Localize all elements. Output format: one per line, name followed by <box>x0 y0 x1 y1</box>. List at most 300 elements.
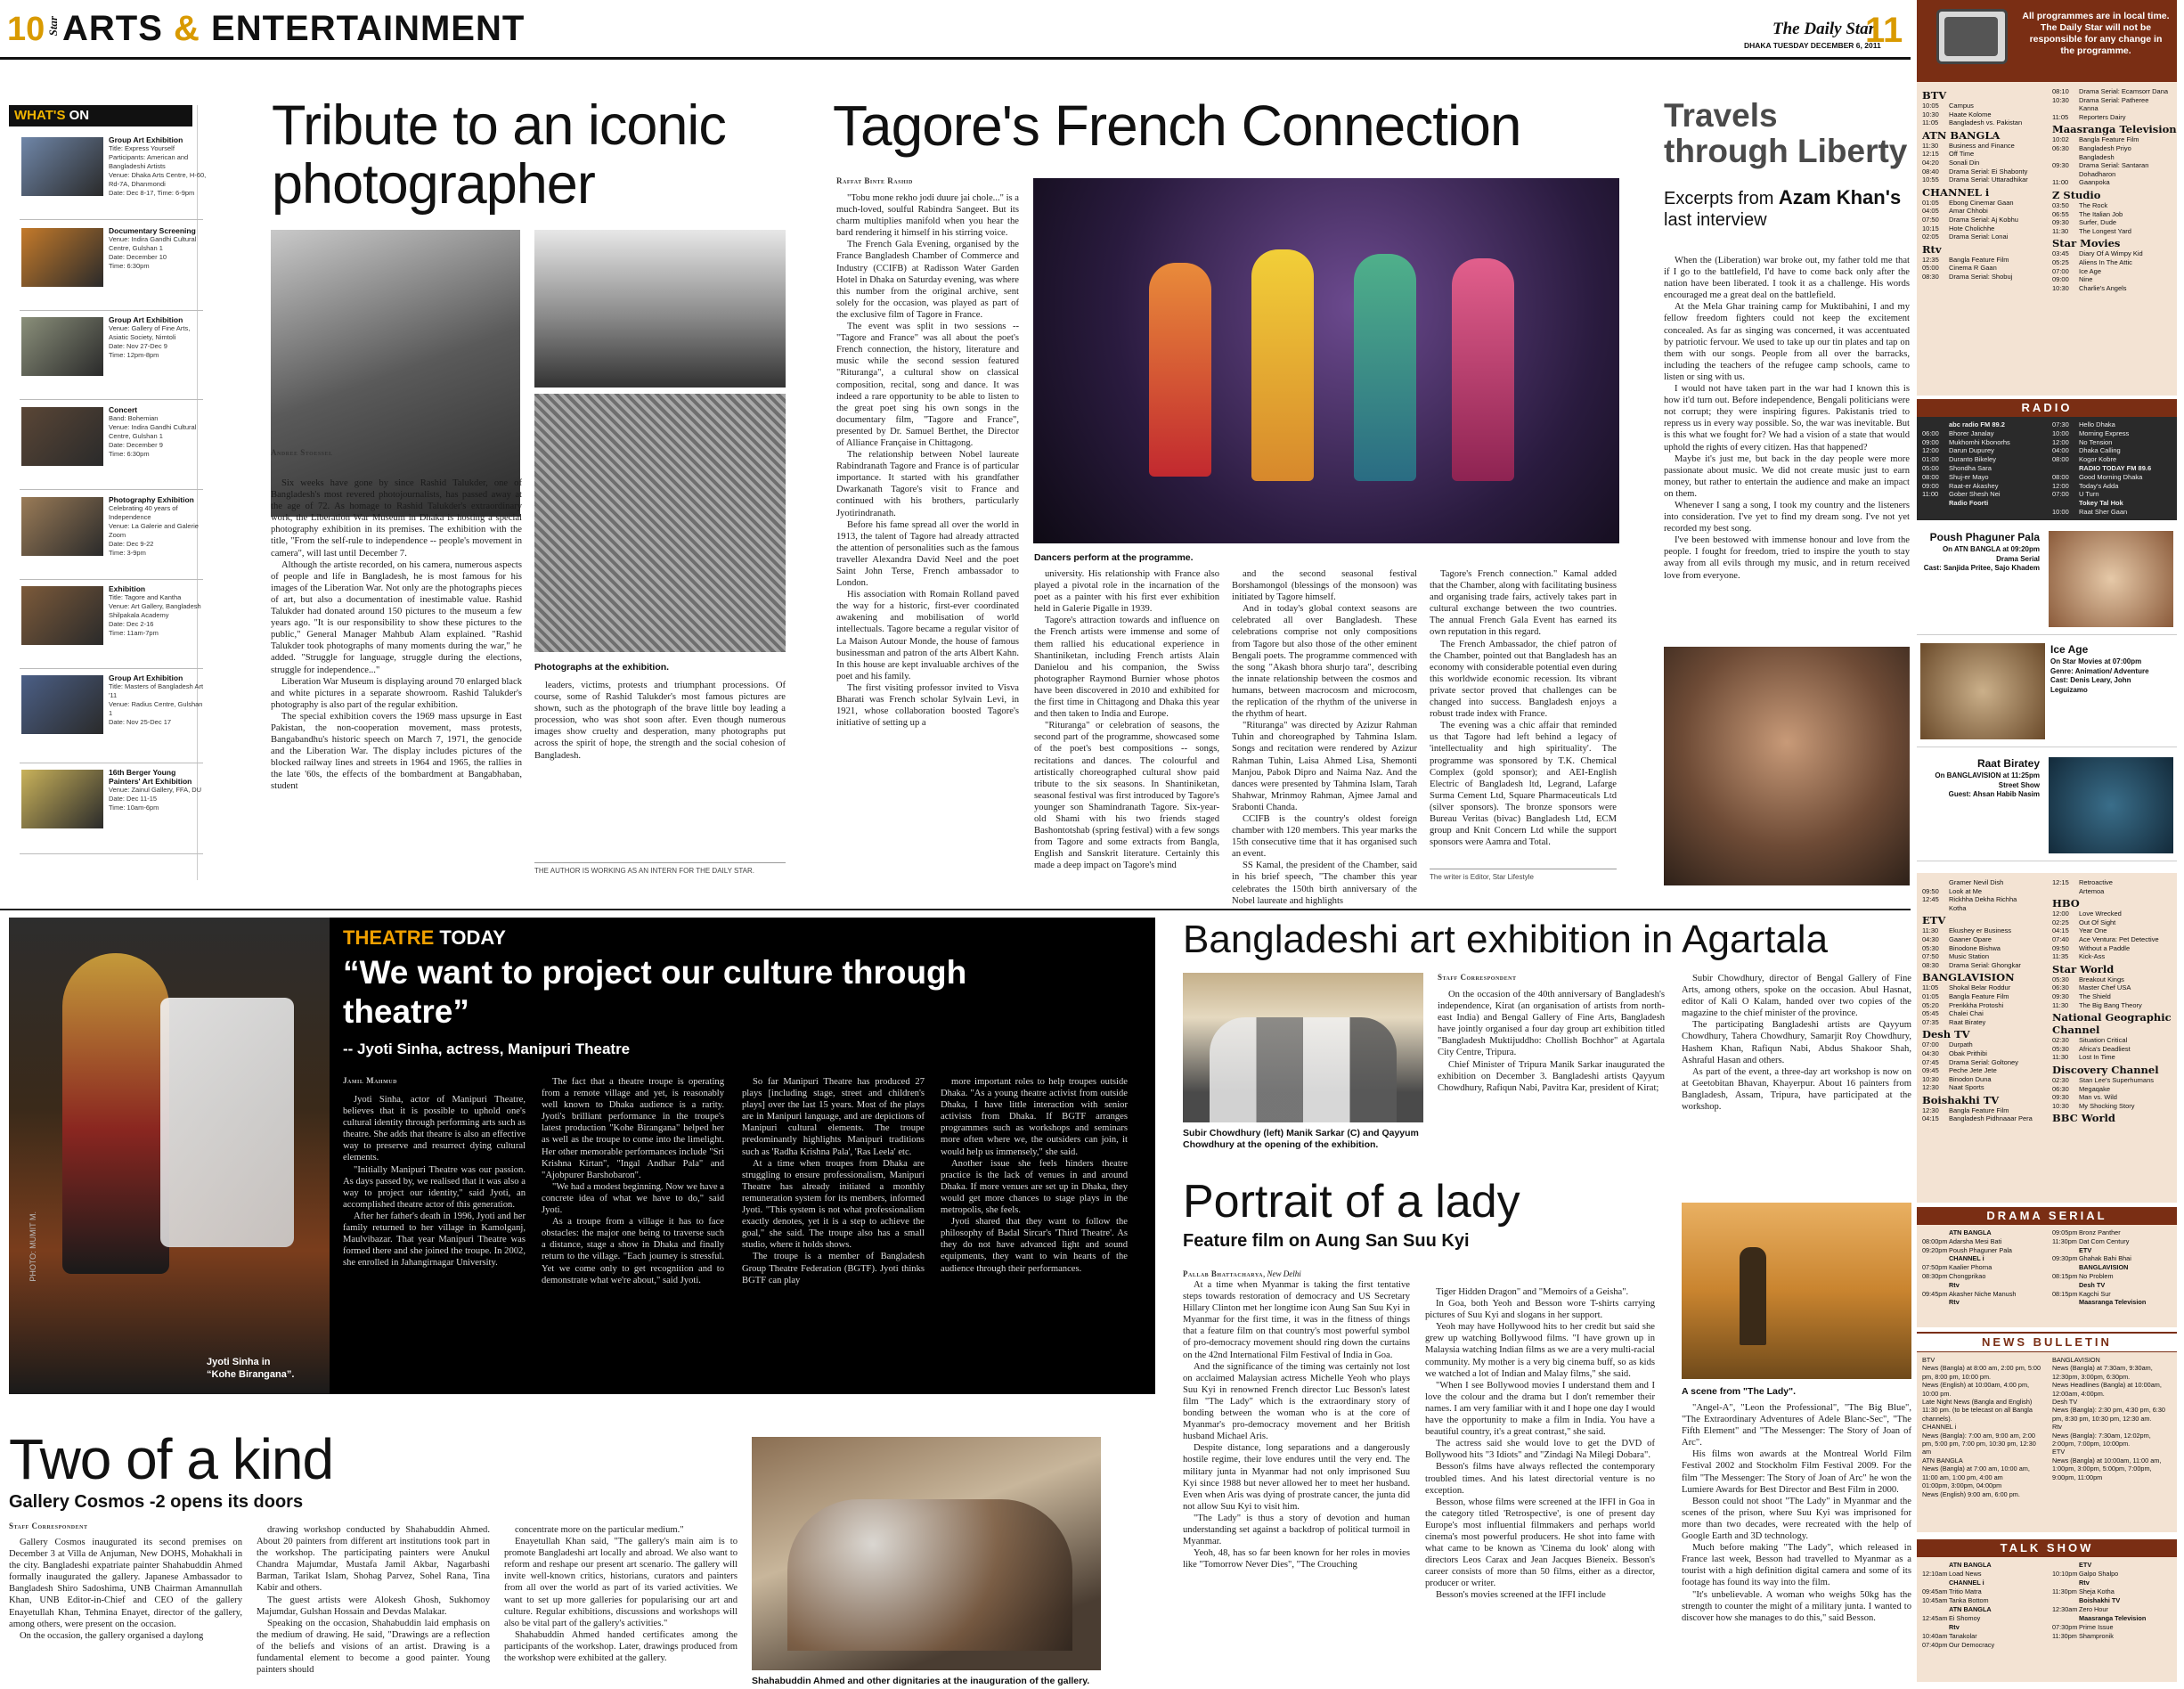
radio-row-label: Tokey Tal Hok <box>2079 499 2123 508</box>
talk-row-time: 10:10pm <box>2052 1570 2078 1578</box>
tv-time: 10:02 <box>2052 135 2069 144</box>
tv-programme: The Italian Job <box>2079 209 2123 218</box>
radio-row <box>1922 482 2049 491</box>
radio-row-time: 01:00 <box>1922 455 1939 464</box>
drama-row <box>2052 1281 2179 1290</box>
tribute-paragraph: Although the artiste recorded, on his camera, numerous aspects of people and life in Bangladesh, he is most famous for his images of the Liberation War. Not only are the photographs pieces of art, but also a documentation of inestimable value. Rashid Talukder had donated around 150 pictures to the museum a few years ago. "It is our responsibility to show these pictures to the public," General Manager Mahbub Alam explained. "Rashid Talukder took photographs of many moments during the war," he added. "Struggle for language, struggle during the elections, struggle for independence..." <box>271 559 522 675</box>
whats-on-item-title: 16th Berger Young Painters' Art Exhibition <box>109 768 192 786</box>
portrait-headline: Portrait of a lady <box>1183 1176 1520 1228</box>
talk-row-label: Tanka Bottom <box>1949 1596 1989 1604</box>
drama-row <box>2052 1263 2179 1272</box>
tv-time: 10:30 <box>1922 1074 1939 1083</box>
radio-row <box>2052 473 2179 482</box>
tv-promo <box>1917 638 2177 747</box>
tv-listing-row <box>2052 918 2179 927</box>
tv-listing-row <box>2052 935 2179 944</box>
theatre-body-col1 <box>343 1094 526 1269</box>
tv-time: 04:15 <box>1922 1114 1939 1123</box>
talk-row-time: 10:45am <box>1922 1596 1948 1604</box>
radio-row-time <box>2052 464 2079 473</box>
tribute-photo-3 <box>534 394 786 652</box>
tribute-paragraph: The special exhibition covers the 1969 mass upsurge in East Pakistan, the non-cooperation movement, mass protests, Bangabandhu's historic speech on March 7, 1971, the genocide and the Liberation War. The display includes pictures of the blocked railway lines and streets in 1964 and 1965, the rallies in the late '60s, the effects of the bombardment at Bangabhaban, student <box>271 711 522 792</box>
whats-on-item-title: Group Art Exhibition <box>109 315 183 324</box>
portrait-paragraph: Besson, whose films were screened at the IFFI in Goa in the category titled 'Retrospective', is one of present day Europe's most influential filmmakers and perhaps world cinema's most powerful producers. He shot into fame with what came to be known as 'Cinema du look' along with directors Leos Carax and Jean Jacques Bieneix. Besson's career consists of more than 50 films, either as a director, producer or writer. <box>1425 1497 1655 1589</box>
tagore-headline: Tagore's French Connection <box>833 94 1521 158</box>
drama-row-label: Rtv <box>1949 1280 1960 1289</box>
whats-on-title-b: ON <box>69 108 90 123</box>
tv-listing-row <box>2052 227 2179 236</box>
drama-row-label: Rtv <box>1949 1298 1960 1307</box>
tv-top-panel <box>1917 82 2177 396</box>
twokind-body-col1 <box>9 1537 242 1642</box>
tv-listing-row <box>2052 944 2179 953</box>
radio-panel <box>1917 417 2177 520</box>
radio-row <box>1922 438 2049 447</box>
talk-row <box>1922 1596 2049 1605</box>
tv-programme: Ekushey er Business <box>1949 926 2012 935</box>
travels-body <box>1664 255 1910 582</box>
tv-channel-name: Maasranga Television <box>2052 123 2177 136</box>
portrait-byline-name: Pallab Bhattacharya <box>1183 1269 1263 1278</box>
tv-listing-row <box>1922 1018 2049 1027</box>
tagore-article <box>833 94 1617 906</box>
whats-on-thumbnail <box>21 675 103 734</box>
theatre-paragraph: Jyoti shared that they want to follow the philosophy of Badal Sircar's 'Third Theatre'. As they do not have advanced light and sound equipments, they want to win hearts of the audience through their performances. <box>941 1217 1128 1274</box>
tv-listing-row <box>2052 113 2179 122</box>
portrait-byline-place: , New Delhi <box>1262 1269 1301 1278</box>
drama-row <box>2052 1272 2179 1281</box>
tv-time: 11:30 <box>2052 226 2069 235</box>
tv-programme: Amar Chhobi <box>1949 207 1988 216</box>
tv-time: 10:15 <box>1922 224 1939 233</box>
twokind-body-col2 <box>257 1524 490 1676</box>
tv-promo-image <box>1920 643 2045 739</box>
tv-time: 11:00 <box>2052 178 2069 187</box>
tv-listing-row <box>1922 142 2049 151</box>
tv-programme: Durpath <box>1949 1040 1973 1049</box>
travels-paragraph: I would not have taken part in the war had I known this is how it'd turn out. Before independence, Bengali politicians were not corrupt; they were inspiring figures. Pakistanis tried to repress us in every way possible. So, the war was inevitable. But is this what we fought for? We had a vision of a state that would uphold the rights of every citizen. Has that happened? <box>1664 384 1910 453</box>
radio-row-time: 09:00 <box>1922 437 1939 446</box>
dateline: DHAKA TUESDAY DECEMBER 6, 2011 <box>1744 41 1881 50</box>
whats-on-item-title: Concert <box>109 405 138 414</box>
tv-time: 02:30 <box>2052 1075 2069 1084</box>
drama-row <box>2052 1237 2179 1246</box>
tv-programme: Binodone Bishwa <box>1949 943 2001 952</box>
radio-row <box>2052 508 2179 517</box>
talk-row-label: Sheja Kotha <box>2079 1587 2115 1595</box>
whats-on-item <box>20 764 203 854</box>
tv-time: 04:30 <box>1922 934 1939 943</box>
agartala-headline: Bangladeshi art exhibition in Agartala <box>1183 918 1829 961</box>
tv-time: 07:35 <box>1922 1017 1939 1026</box>
drama-row <box>2052 1246 2179 1255</box>
tagore-byline: Raffat Binte Rashid <box>836 176 913 185</box>
gallery-crowd <box>787 1499 1072 1651</box>
radio-row-time: 08:00 <box>1922 472 1939 481</box>
section-title-ent: ENTERTAINMENT <box>211 9 526 48</box>
travels-paragraph: Whenever I sang a song, I took my country and the listeners into consideration. I've yet to find my dream song. I've not yet recorded my best song. <box>1664 500 1910 534</box>
tv-promo-title: Ice Age <box>2050 643 2089 656</box>
drama-row-time: 09:20pm <box>1922 1245 1948 1254</box>
talk-row <box>2052 1605 2179 1614</box>
whats-on-text <box>109 135 207 198</box>
drama-row <box>2052 1298 2179 1307</box>
travels-deck-b: Azam Khan's <box>1778 186 1902 208</box>
tv-time: 09:50 <box>2052 943 2069 952</box>
tv-listing-row <box>1922 992 2049 1001</box>
talk-row-time: 09:45am <box>1922 1587 1948 1595</box>
tv-time: 02:30 <box>2052 1036 2069 1045</box>
drama-row-time: 09:45pm <box>1922 1289 1948 1298</box>
tv-screen <box>1944 17 1998 56</box>
tv-programme: Ebong Cinemar Gaan <box>1949 198 2014 207</box>
tv-programme: Bangla Feature Film <box>1949 991 2009 1000</box>
portrait-paragraph: Much before making "The Lady", which released in France last week, Besson had travelled to Myanmar as a tourist with a high definition digital camera and some of its footage has found its way into the film. <box>1682 1543 1911 1588</box>
dancer-1 <box>1149 263 1211 477</box>
theatre-body-col2 <box>542 1076 724 1286</box>
the-lady-photo <box>1682 1203 1911 1379</box>
tv-listing-row <box>2052 952 2179 961</box>
news-panel <box>1917 1352 2177 1532</box>
tv-programme: Look at Me <box>1949 886 1983 895</box>
tv-programme: Bangla Feature Film <box>2079 135 2139 144</box>
radio-row <box>1922 429 2049 438</box>
tagore-paragraph: The French Ambassador, the chief patron of the Chamber, pointed out that Bangladesh has an economy with considerable potential even during this worldwide economic recession. Its vibrant private sector proved that challenges can be changed into success. Bangladesh enjoys a robust trade index with France. <box>1430 639 1617 720</box>
twokind-paragraph: On the occasion, the gallery organised a daylong <box>20 1630 204 1641</box>
tv-listing-row <box>1922 175 2049 184</box>
tv-promo-details: On Star Movies at 07:00pm Genre: Animation/ Adventure Cast: Denis Leary, John Leguizamo <box>2050 657 2149 694</box>
portrait-paragraph: Besson could not shoot "The Lady" in Myanmar and the scenes of the prison, where Suu Kyi was imprisoned for more than two decades, were recreated with the help of Google Earth and 3D technology. <box>1682 1496 1911 1542</box>
tv-time: 09:45 <box>1922 1066 1939 1075</box>
tv-programme: Off Time <box>1949 150 1975 159</box>
radio-row <box>1922 473 2049 482</box>
tv-programme: Artemoa <box>2079 886 2105 895</box>
tv-time: 12:15 <box>1922 150 1939 159</box>
drama-row-time <box>1922 1254 1949 1263</box>
tv-programme: Sonali Din <box>1949 158 1980 167</box>
drama-row <box>1922 1263 2049 1272</box>
tv-listing-row <box>1922 944 2049 953</box>
drama-row-time: 09:30pm <box>2052 1254 2078 1263</box>
talk-row-time: 12:30am <box>2052 1605 2078 1613</box>
tv-channel-name: CHANNEL i <box>1922 185 1990 199</box>
tagore-dance-photo <box>1033 178 1619 543</box>
tribute-col2-para: leaders, victims, protests and triumphant processions. Of course, some of Rashid Talukder's most famous pictures are shown, such as the photograph of the brave little boy leading a procession, who was shot soon after. Even though numerous images show cruelty and desperation, many photographs put across the spirit of hope, the strength and the social cohesion of Bangladesh. <box>534 681 786 761</box>
drama-row-label: Maasranga Television <box>2079 1298 2147 1307</box>
drama-row-time <box>1922 1298 1949 1307</box>
tv-time <box>2052 153 2079 162</box>
tv-listing-row <box>1922 216 2049 224</box>
tv-listing-row <box>1922 1083 2049 1092</box>
gallery-photo <box>752 1437 1101 1670</box>
talk-row-time <box>1922 1623 1949 1632</box>
radio-row-label: Duranto Bikeley <box>1949 455 1996 464</box>
tagore-body-col3 <box>1232 568 1417 907</box>
theatre-paragraph: After her father's death in 1996, Jyoti and her family returned to her village in Kamolganj, Maulvibazar. That year Manipuri Theatre was formed there and she joined the troupe. In 2002, she enrolled in Jahangirnagar University. <box>343 1211 526 1269</box>
drama-row-time: 08:15pm <box>2052 1271 2078 1280</box>
news-right: BANGLAVISION News (Bangla) at 7:30am, 9:30am, 12:30pm, 3:00pm, 6:30pm. News Headlines (Bangla) at 10:00am, 12:00am, 4:00pm. Desh TV News (Bangla): 2:30 pm, 4:30 pm, 6:30 pm, 8:30 pm, 10:30 pm, 12:30 am. Rtv News (Bangla): 7:30am, 12:02pm, 2:00pm, 7:00pm, 10:00pm. ETV News (Bangla) at 10:00am, 11:00 am, 1:00pm, 3:00pm, 5:00pm, 7:00pm, 9:00pm, 11:00pm <box>2052 1356 2165 1481</box>
tv-programme: Drama Serial: Ghongkar <box>1949 960 2021 969</box>
twokind-article <box>9 1427 1158 1688</box>
tv-programme: Drama Serial: Patheree <box>2079 95 2149 104</box>
talk-row <box>2052 1623 2179 1632</box>
talk-row-time <box>2052 1614 2079 1623</box>
drama-row-time: 11:30pm <box>2052 1236 2077 1245</box>
tv-time: 05:25 <box>2052 257 2069 266</box>
whats-on-item-details: Venue: Zainul Gallery, FFA, DU Date: Dec 11-15 Time: 10am-6pm <box>109 786 202 812</box>
tv-programme: Kick-Ass <box>2079 952 2106 961</box>
drama-row-label: No Problem <box>2079 1271 2114 1280</box>
radio-row-label: Raat-er Akashey <box>1949 481 1999 490</box>
tv-listing-row <box>2052 104 2179 113</box>
tv-listing-row <box>1922 1114 2049 1123</box>
radio-row <box>2052 420 2179 429</box>
whats-on-item-title: Group Art Exhibition <box>109 673 183 682</box>
talk-row-label: Galpo Shalpo <box>2079 1570 2119 1578</box>
talk-row-label: Tanakolar <box>1949 1632 1977 1640</box>
drama-row-label: Poush Phaguner Pala <box>1949 1245 2012 1254</box>
tv-listing-row <box>2052 144 2179 153</box>
whats-on-text <box>109 226 207 271</box>
tv-programme: Binodon Duna <box>1949 1074 1992 1083</box>
theatre-deck: -- Jyoti Sinha, actress, Manipuri Theatre <box>343 1040 631 1057</box>
radio-row-label: RADIO TODAY FM 89.6 <box>2079 463 2152 472</box>
tv-listing-row <box>1922 150 2049 159</box>
theatre-paragraph: At a time when troupes from Dhaka are struggling to ensure professionalism, Manipuri Theatre has already initiated a monthly remuneration system for its members, informed Jyoti. "This system is not what professionalism exactly denotes, yet it is a step to achieve the goal," she said. The troupe also has a small studio, where it holds shows. <box>742 1158 925 1251</box>
talk-row-label: Zero Hour <box>2079 1605 2108 1613</box>
portrait-paragraph: "When I see Bollywood movies I understand them and I love the colour and the drama but I don't remember their names. I am very familiar with it and I hope one day I would have the opportunity to make a film in India. You have a beautiful country, it's a great contrast," she said. <box>1425 1380 1655 1438</box>
tv-programme: Obak Prithibi <box>1949 1048 1987 1057</box>
tv-programme: Bangladesh Priyo <box>2079 143 2131 152</box>
whats-on-thumbnail <box>21 137 103 196</box>
travels-headline: Travels through Liberty <box>1664 97 1908 169</box>
talk-row <box>2052 1561 2179 1570</box>
tv-programme: Shokal Belar Roddur <box>1949 983 2011 992</box>
tv-channel-name: Desh TV <box>1922 1028 1970 1041</box>
tv-programme: Out Of Sight <box>2079 918 2116 926</box>
tv-top-left <box>1922 87 2049 282</box>
whats-on-panel <box>9 105 207 880</box>
tv-time: 02:25 <box>2052 918 2069 926</box>
agartala-caption: Subir Chowdhury (left) Manik Sarkar (C) and Qayyum Chowdhury at the opening of the exhibition. <box>1183 1128 1419 1150</box>
drama-row <box>2052 1228 2179 1237</box>
tv-notice: All programmes are in local time. The Daily Star will not be responsible for any change in the programme. <box>2022 11 2170 56</box>
tagore-paragraph: The French Gala Evening, organised by the France Bangladesh Chamber of Commerce and Industry (CCIFB) at Radisson Water Garden Hotel in Dhaka on Saturday evening, was where this number from the original archive, sent solely for the occasion, was played as part of the exclusive film of Tagore in France. <box>836 240 1019 320</box>
tv-time <box>1922 904 1949 913</box>
radio-row-time: 12:00 <box>2052 481 2069 490</box>
whats-on-title-a: WHAT'S <box>14 108 66 123</box>
tribute-paragraph: Six weeks have gone by since Rashid Talukder, one of Bangladesh's most revered photojournalists, has passed away at the age of 72. As homage to Rashid Talukder's extraordinary work, the Liberation War Museum in Dhaka is hosting a special photography exhibition in its premises. The exhibition with the title, "From the self-rule to independence -- people's movement in camera", will last until December 7. <box>271 478 522 559</box>
tv-programme: Rickhha Dekha Richha <box>1949 895 2017 904</box>
twokind-paragraph: Gallery Cosmos inaugurated its second premises on December 3 at Villa de Anjuman, New DOHS, Mohakhali in the city. Bangladeshi expatriate painter Shahabuddin Ahmed formally inaugurated the gallery. Japanese Ambassador to Bangladesh Shiro Sadoshima, UNB Chairman Amannullah Khan, UNB Editor-in-Chief and CEO of the gallery Enayetullah Khan, Tehmina Enayet, director of the gallery, among others, were present on the occasion. <box>9 1538 242 1629</box>
tv-programme: Charlie's Angels <box>2079 283 2127 292</box>
performer <box>62 953 169 1274</box>
talk-row-time: 12:10am <box>1922 1570 1948 1578</box>
tv-listing-row <box>1922 118 2049 127</box>
page-number-left: 10 <box>7 11 45 48</box>
drama-row-label: BANGLAVISION <box>2079 1263 2129 1272</box>
tv-listing-row <box>1922 167 2049 176</box>
whats-on-thumbnail <box>21 228 103 287</box>
tagore-paragraph: The first visiting professor invited to Visva Bharati was French scholar Sylvain Levi, in 1921, whose collaboration boosted Tagore's initiative of setting up a <box>836 682 1019 729</box>
radio-row-time: 09:00 <box>1922 481 1939 490</box>
drama-row-label: Chongprikao <box>1949 1271 1986 1280</box>
tv-programme: Bangladesh <box>2079 152 2115 161</box>
tv-programme: The Big Bang Theory <box>2079 1000 2142 1009</box>
drama-row-time: 08:30pm <box>1922 1271 1948 1280</box>
tv-time: 02:05 <box>1922 233 1939 241</box>
tv-listing-row <box>1922 904 2049 913</box>
talk-row-label: ATN BANGLA <box>1949 1605 1992 1613</box>
the-lady-figure <box>1740 1247 1766 1345</box>
drama-row <box>1922 1290 2049 1299</box>
portrait-paragraph: Yeoh, 48, has so far been known for her roles in movies like "Tomorrow Never Dies", "The Crouching <box>1183 1548 1410 1571</box>
tv-programme: Bangla Feature Film <box>1949 255 2009 264</box>
tv-channel-name: Star Movies <box>2052 237 2121 250</box>
tagore-paragraph: And in today's global context seasons are celebrated all over Bangladesh. These celebrations comprise not only compositions from Tagore but also those of the other eminent Bengali poets. The programme commenced with the song "Akash bhora shurjo tara", describing the innate relationship between the cosmos and humans, between macrocosm and microcosm, the replication of the rhythm of the universe in the rhythm of heart. <box>1232 604 1417 720</box>
tv-time: 12:00 <box>2052 910 2069 918</box>
star-mark: Star <box>46 16 60 37</box>
tv-listing-row <box>1922 1075 2049 1084</box>
tv-listing-row <box>2052 992 2179 1001</box>
tv-listing-row <box>2052 161 2179 170</box>
tagore-paragraph: university. His relationship with France also played a pivotal role in the incarnation of the poet as a painter with his first ever exhibition held in Galerie Pigalle in 1939. <box>1034 569 1219 615</box>
travels-deck-c: last interview <box>1664 210 1767 230</box>
whats-on-item <box>20 670 203 763</box>
drama-row-time: 08:15pm <box>2052 1289 2078 1298</box>
radio-row <box>2052 429 2179 438</box>
tv-time: 08:30 <box>1922 272 1939 281</box>
drama-row-label: CHANNEL i <box>1949 1254 1984 1263</box>
tv-programme: Breakout Kings <box>2079 975 2124 983</box>
twokind-headline: Two of a kind <box>9 1427 334 1491</box>
theatre-paragraph: Another issue she feels hinders theatre practice is the lack of venues in and around Dhaka. If more venues are set up in Dhaka, they would get more chances to stage plays in the metropolis, she feels. <box>941 1158 1128 1216</box>
radio-row <box>2052 438 2179 447</box>
tv-listing-row <box>1922 110 2049 119</box>
radio-row <box>1922 446 2049 455</box>
theatre-paragraph: Jyoti Sinha, actor of Manipuri Theatre, believes that it is possible to uphold one's cultural identity through performing arts such as theatre. She adds that theatre is also an effective way to preserve and resurrect dying cultural elements. <box>343 1095 526 1163</box>
tv-time: 07:50 <box>1922 952 1939 961</box>
theatre-photo <box>9 918 330 1394</box>
drama-row-label: ATN BANGLA <box>1949 1228 1992 1236</box>
tv-time: 05:30 <box>2052 1044 2069 1053</box>
radio-row-label: U Turn <box>2079 490 2099 499</box>
tv-promos <box>1917 524 2177 867</box>
portrait-paragraph: Yeoh may have Hollywood hits to her credit but said she grew up watching Bollywood films. "I have grown up in Malaysia watching Indian films as we are a very multi-racial community. My mother is a very big cinema buff, so as kids we watched a lot of Indian and Malay films," she said. <box>1425 1322 1655 1379</box>
talk-row-time: 11:30pm <box>2052 1587 2077 1595</box>
theatre-caption-b: “Kohe Birangana”. <box>207 1369 295 1380</box>
tv-programme: Lost In Time <box>2079 1053 2115 1062</box>
portrait-paragraph: At a time when Myanmar is taking the first tentative steps towards restoration of democracy and US Secretary Hillary Clinton met her longtime icon Aung San Suu Kyi in Myanmar for the first time, it was in the fitness of things that a feature film on that country's most powerful symbol of pro-democracy movement should ring down the curtains on the 42nd International Film Festival of India in Goa. <box>1183 1280 1410 1360</box>
talk-row-label: Prime Issue <box>2079 1623 2114 1631</box>
tv-time: 12:35 <box>1922 255 1939 264</box>
tv-listing-row <box>2052 218 2179 227</box>
tribute-photo-1 <box>271 230 520 517</box>
talk-row-time: 07:40pm <box>1922 1641 1948 1649</box>
tv-listing-row <box>1922 1058 2049 1067</box>
tv-programme: Kanna <box>2079 104 2098 113</box>
drama-row-time: 08:00pm <box>1922 1236 1948 1245</box>
tagore-paragraph: "Rituranga" was directed by Azizur Rahman Tuhin and choreographed by Tahmina Islam. Songs and recitation were rendered by Azizur Rahman Tuhin, Laisa Ahmed Lisa, Shemonti Manjou, Pabok Dipro and Naima Naz. And the dances were presented by Tahmina Islam, Tarah Shahwar, Mrinmoy Rahman, Ajmee Jamal and Srabonti Chanda. <box>1232 721 1417 812</box>
tv-listing-row <box>1922 224 2049 233</box>
drama-row-time <box>2052 1246 2079 1255</box>
whats-on-item <box>20 312 203 400</box>
page-number-right: 11 <box>1865 11 1903 50</box>
photo-credit: PHOTO: MUMIT M. <box>29 1212 37 1282</box>
tagore-paragraph: and the second seasonal festival Borshamongol (blessings of the monsoon) was initiated by Tagore himself. <box>1232 569 1417 603</box>
talk-row <box>2052 1614 2179 1623</box>
tv-listing-row <box>2052 910 2179 918</box>
tv-time: 04:30 <box>1922 1048 1939 1057</box>
tv-listing-row <box>1922 935 2049 944</box>
tv-promo-details: On BANGLAVISION at 11:25pm Street Show Guest: Ahsan Habib Nasim <box>1935 771 2040 798</box>
drama-row-time: 09:05pm <box>2052 1228 2078 1236</box>
talk-row <box>1922 1579 2049 1587</box>
tv-promo-text <box>2050 643 2170 695</box>
tv-channel-name: BBC World <box>2052 1112 2115 1125</box>
tv-set-icon <box>1936 9 2008 64</box>
tagore-paragraph: CCIFB is the country's oldest foreign chamber with 120 members. This year marks the 15th consecutive time that it has organised such an event. <box>1232 813 1417 860</box>
theatre-body-col4 <box>941 1076 1128 1275</box>
tv-channel-name: BTV <box>1922 89 1947 102</box>
tv-programme: Business and Finance <box>1949 141 2015 150</box>
drama-row-label: Dat Com Century <box>2079 1236 2130 1245</box>
talk-row-label: Rtv <box>2079 1579 2090 1587</box>
tv-listing-row <box>1922 159 2049 167</box>
radio-row <box>1922 455 2049 464</box>
talk-row-time <box>2052 1596 2079 1605</box>
portrait-paragraph: Despite distance, long separations and a dangerously hostile regime, their love endures until the very end. The military junta in Myanmar had not only imprisoned Suu Kyi since 1988 but never allowed her to meet her husband. Even when Aris was dying of prostrate cancer, the junta did not allow Suu Kyi to visit him. <box>1183 1443 1410 1512</box>
drama-row-label: Bronz Panther <box>2079 1228 2121 1236</box>
tv-programme: Retroactive <box>2079 878 2113 886</box>
radio-row-time <box>1922 499 1949 508</box>
tribute-headline: Tribute to an iconic photographer <box>272 94 726 216</box>
radio-row-time: 08:00 <box>2052 455 2069 464</box>
tv-listing-row <box>1922 1106 2049 1115</box>
talk-row-time <box>1922 1605 1949 1614</box>
tv-listing-row <box>2052 983 2179 992</box>
tv-time <box>2052 104 2079 113</box>
theatre-paragraph: The troupe is a member of Bangladesh Group Theatre Federation (BGTF). Jyoti thinks BGTF can play <box>742 1252 925 1285</box>
travels-paragraph: When the (Liberation) war broke out, my father told me that if I go to the battlefield, I'd have to come back only after the nation have been liberated. I took it as a challenge. His words encouraged me a great deal on the battlefield. <box>1664 256 1910 301</box>
whats-on-item-title: Documentary Screening <box>109 226 196 235</box>
tv-listing-row <box>2052 1076 2179 1085</box>
tv-channel-name: Rtv <box>1922 242 1942 256</box>
drama-serial-title: DRAMA SERIAL <box>1917 1207 2177 1225</box>
tv-programme: The Rock <box>2079 200 2108 209</box>
tribute-photo-2 <box>534 230 786 388</box>
portrait-body-col3 <box>1682 1402 1911 1624</box>
talk-left <box>1922 1561 2049 1650</box>
tv-listing-row <box>1922 1066 2049 1075</box>
drama-row <box>1922 1281 2049 1290</box>
talk-row <box>2052 1632 2179 1641</box>
theatre-paragraph: more important roles to help troupes outside Dhaka. "As a young theatre activist from outside Dhaka, I have little interaction with senior activists from Dhaka. If BGTF arranges programmes such as workshops and seminars more often where we, the outsiders can join, it would help us immensely," she said. <box>941 1077 1128 1157</box>
tv-listing-row <box>2052 249 2179 258</box>
radio-row <box>2052 499 2179 508</box>
radio-row-time: 06:00 <box>1922 428 1939 437</box>
theatre-kicker-b: TODAY <box>439 926 506 949</box>
talk-row-label: Shampronik <box>2079 1632 2114 1640</box>
tv-programme: Africa's Deadliest <box>2079 1044 2131 1053</box>
twokind-paragraph: drawing workshop conducted by Shahabuddin Ahmed. About 20 painters from different art institutions took part in the workshop. The participating painters were Anukul Chandra Majumdar, Mustafa Jamil Akbar, Nagarbashi Barman, Tarikat Islam, Shohag Parvez, Sohel Rana, Tina Kabir and others. <box>257 1525 490 1594</box>
tribute-paragraph: Liberation War Museum is displaying around 70 enlarged black and white pictures in a separate showroom. Rashid Talukder's photography is also part of the regular exhibition. <box>271 676 523 710</box>
tv-programme: Megaqake <box>2079 1084 2111 1093</box>
tv-programme: Peche Jete Jete <box>1949 1066 1997 1075</box>
radio-row <box>1922 490 2049 499</box>
radio-row-time: 12:00 <box>2052 437 2069 446</box>
radio-row-label: Kogor Kobre <box>2079 455 2117 464</box>
